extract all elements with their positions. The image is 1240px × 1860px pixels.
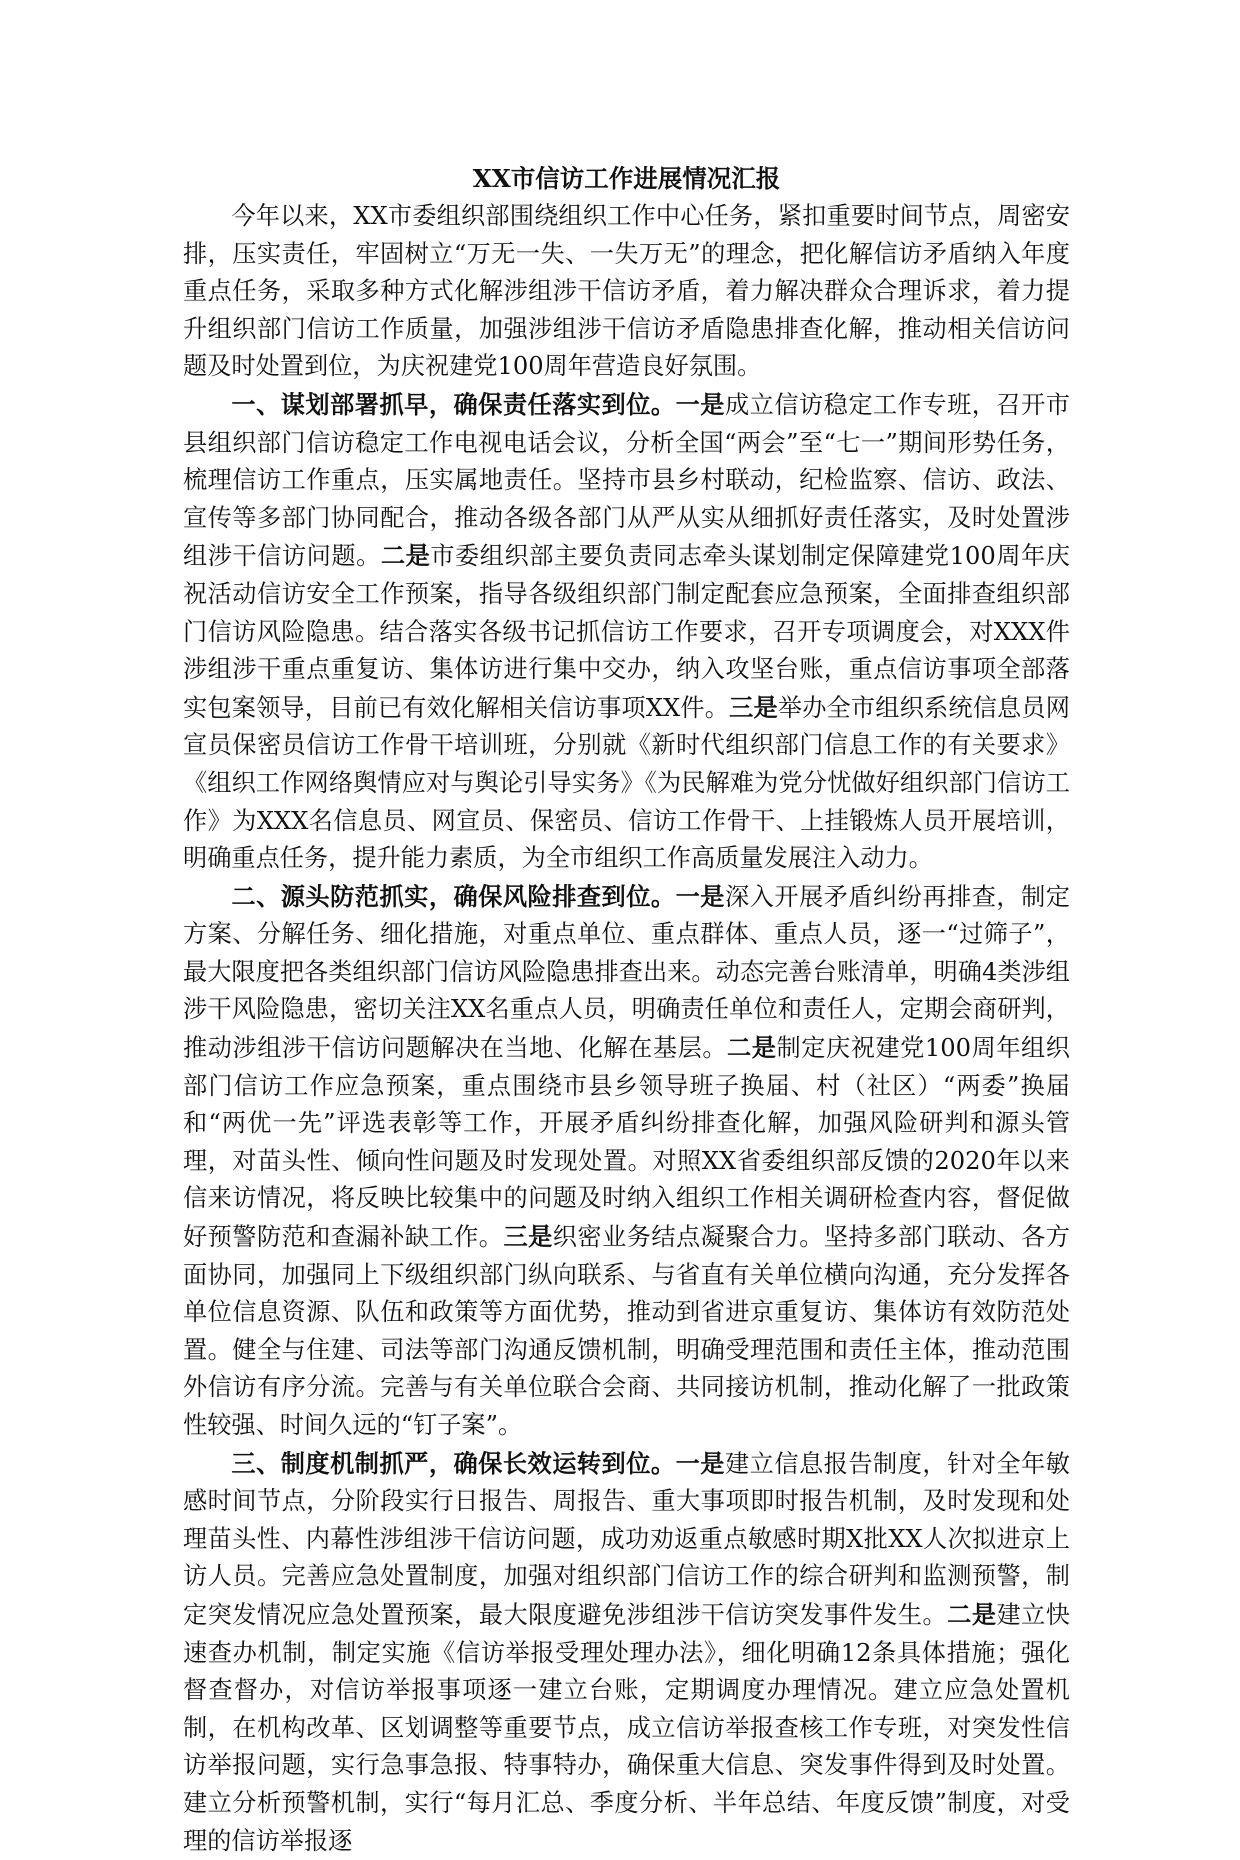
section-1-label-3: 三是 [729, 692, 778, 722]
section-1-text-2: 市委组织部主要负责同志牵头谋划制定保障建党100周年庆祝活动信访安全工作预案，指导各级组织部门制定配套应急预案，全面排查组织部门信访风险隐患。结合落实各级书记抓信访工作要求，召开专项调度会，对XXX件涉组涉干重点重复访、集体访进行集中交办，纳入攻坚台账，重点信访事项全部落实包案领导，目前已有效化解相关信访事项XX件。 [183, 542, 1070, 722]
section-1-text-3: 举办全市组织系统信息员网宣员保密员信访工作骨干培训班，分别就《新时代组织部门信息工作的有关要求》《组织工作网络舆情应对与舆论引导实务》《为民解难为党分忧做好组织部门信访工作》为XXX名信息员、网宣员、保密员、信访工作骨干、上挂锻炼人员开展培训，明确重点任务，提升能力素质，为全市组织工作高质量发展注入动力。 [183, 693, 1070, 873]
section-2-label-2: 二是 [727, 1033, 777, 1063]
section-1-paragraph [183, 386, 1070, 878]
section-2-label-1: 一是 [675, 881, 725, 911]
section-3-heading: 三、制度机制抓严，确保长效运转到位。 [231, 1448, 676, 1478]
intro-paragraph: 今年以来，XX市委组织部围绕组织工作中心任务，紧扣重要时间节点，周密安排，压实责任，牢固树立“万无一失、一失万无”的理念，把化解信访矛盾纳入年度重点任务，采取多种方式化解涉组涉干信访矛盾，着力解决群众合理诉求，着力提升组织部门信访工作质量，加强涉组涉干信访矛盾隐患排查化解，推动相关信访问题及时处置到位，为庆祝建党100周年营造良好氛围。 [183, 202, 1070, 381]
section-3-label-2: 二是 [947, 1599, 997, 1629]
section-2-heading: 二、源头防范抓实，确保风险排查到位。 [231, 881, 676, 911]
section-3-text-2: 建立快速查办机制，制定实施《信访举报受理处理办法》，细化明确12条具体措施；强化督查督办，对信访举报事项逐一建立台账，定期调度办理情况。建立应急处置机制，在机构改革、区划调整等重要节点，成立信访举报查核工作专班，对突发性信访举报问题，实行急事急报、特事特办，确保重大信息、突发事件得到及时处置。建立分析预警机制，实行“每月汇总、季度分析、半年总结、年度反馈”制度，对受理的信访举报逐 [183, 1600, 1070, 1855]
section-2-text-1: 深入开展矛盾纠纷再排查，制定方案、分解任务、细化措施，对重点单位、重点群体、重点人员，逐一“过筛子”，最大限度把各类组织部门信访风险隐患排查出来。动态完善台账清单，明确4类涉组涉干风险隐患，密切关注XX名重点人员，明确责任单位和责任人，定期会商研判，推动涉组涉干信访问题解决在当地、化解在基层。 [183, 882, 1070, 1063]
section-1-heading: 一、谋划部署抓早，确保责任落实到位。 [231, 389, 676, 419]
section-2-label-3: 三是 [503, 1222, 553, 1252]
section-2-paragraph [183, 878, 1070, 1445]
section-3-text-1: 建立信息报告制度，针对全年敏感时间节点，分阶段实行日报告、周报告、重大事项即时报告机制，及时发现和处理苗头性、内幕性涉组涉干信访问题，成功劝返重点敏感时期X批XX人次拟进京上访人员。完善应急处置制度，加强对组织部门信访工作的综合研判和监测预警，制定突发情况应急处置预案，最大限度避免涉组涉干信访突发事件发生。 [183, 1449, 1070, 1629]
section-1-label-1: 一是 [675, 389, 725, 419]
section-1-label-2: 二是 [380, 541, 431, 571]
section-3-label-1: 一是 [675, 1448, 725, 1478]
section-3-paragraph [183, 1445, 1070, 1860]
document-page [183, 160, 1070, 1860]
section-2-text-3: 织密业务结点凝聚合力。坚持多部门联动、各方面协同，加强同上下级组织部门纵向联系、与省直有关单位横向沟通，充分发挥各单位信息资源、队伍和政策等方面优势，推动到省进京重复访、集体访有效防范处置。健全与住建、司法等部门沟通反馈机制，明确受理范围和责任主体，推动范围外信访有序分流。完善与有关单位联合会商、共同接访机制，推动化解了一批政策性较强、时间久远的“钉子案”。 [183, 1223, 1070, 1439]
section-2-text-2: 制定庆祝建党100周年组织部门信访工作应急预案，重点围绕市县乡领导班子换届、村（社区）“两委”换届和“两优一先”评选表彰等工作，开展矛盾纠纷排查化解，加强风险研判和源头管理，对苗头性、倾向性问题及时发现处置。对照XX省委组织部反馈的2020年以来信来访情况，将反映比较集中的问题及时纳入组织工作相关调研检查内容，督促做好预警防范和查漏补缺工作。 [183, 1034, 1070, 1252]
document-title: XX市信访工作进展情况汇报 [472, 164, 781, 193]
section-1-text-1: 成立信访稳定工作专班，召开市县组织部门信访稳定工作电视电话会议，分析全国“两会”至“七一”期间形势任务，梳理信访工作重点，压实属地责任。坚持市县乡村联动，纪检监察、信访、政法、宣传等多部门协同配合，推动各级各部门从严从实从细抓好责任落实，及时处置涉组涉干信访问题。 [183, 390, 1070, 571]
